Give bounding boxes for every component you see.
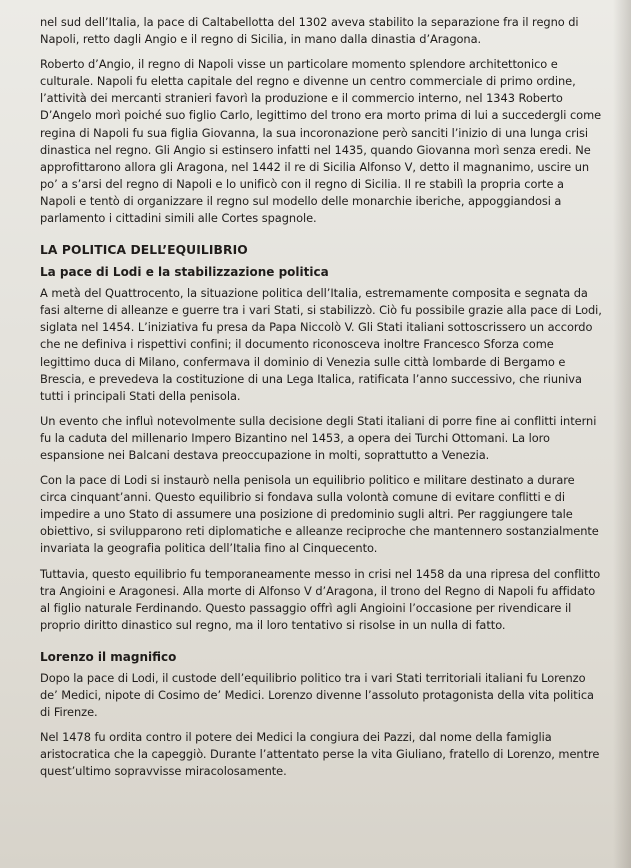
paragraph-equilibrio: Con la pace di Lodi si instaurò nella penisola un equilibrio politico e militare destinato a durare circa cinquant’anni. Questo equilibrio si fondava sulla volontà comune di evitare conflitti e di impedire a uno Stato di assumere una posizione di predominio sugli altri. Per raggiungere tale obiettivo, si svilupparono reti diplomatiche e alleanze reciproche che mantennero sostanzialmente invariata la geografia politica dell’Italia fino al Cinquecento. bbox=[40, 473, 599, 556]
paragraph-caltabellotta: nel sud dell’Italia, la pace di Caltabellotta del 1302 aveva stabilito la separazione fra il regno di Napoli, retto dagli Angio e il regno di Sicilia, in mano dalla dinastia d’Aragona. bbox=[40, 15, 579, 47]
paragraph-crisi-1458: Tuttavia, questo equilibrio fu temporaneamente messo in crisi nel 1458 da una ripresa del conflitto tra Angioini e Aragonesi. Alla morte di Alfonso V d’Aragona, il trono del Regno di Napoli fu affidato al figlio naturale Ferdinando. Questo passaggio offrì agli Angioini l’occasione per rivendicare il proprio diritto dinastico sul regno, ma il loro tentativo si risolse in un nulla di fatto. bbox=[40, 566, 601, 632]
paragraph-pace-lodi: A metà del Quattrocento, la situazione politica dell’Italia, estremamente composita e segnata da fasi alterne di alleanze e guerre tra i vari Stati, si stabilizzò. Ciò fu possibile grazie alla pace di Lodi, siglata nel 1454. L’iniziativa fu presa da Papa Niccolò V. Gli Stati italiani sottoscrissero un accordo che ne definiva i rispettivi confini; il documento riconosceva inoltre Francesco Sforza come legittimo duca di Milano, confermava il dominio di Venezia sulle città lombarde di Bergamo e Brescia, e prevedeva la costituzione di una Lega Italica, ratificata l’anno successivo, che riuniva tutti i principali Stati della penisola. bbox=[40, 286, 602, 403]
page-edge-shadow bbox=[613, 0, 631, 868]
paragraph-lorenzo-medici: Dopo la pace di Lodi, il custode dell’equilibrio politico tra i vari Stati territoriali italiani fu Lorenzo de’ Medici, nipote di Cosimo de’ Medici. Lorenzo divenne l’assoluto protagonista della vita politica di Firenze. bbox=[40, 670, 594, 720]
paragraph-congiura-pazzi: Nel 1478 fu ordita contro il potere dei Medici la congiura dei Pazzi, dal nome della famiglia aristocratica che la capeggiò. Durante l’attentato perse la vita Giuliano, fratello di Lorenzo, mentre quest’ultimo sopravvisse miracolosamente. bbox=[40, 730, 600, 779]
subsection-title-lorenzo: Lorenzo il magnifico bbox=[40, 649, 177, 664]
paragraph-impero-bizantino: Un evento che influì notevolmente sulla decisione degli Stati italiani di porre fine ai conflitti interni fu la caduta del millenario Impero Bizantino nel 1453, a opera dei Turchi Ottomani. La loro espansione nei Balcani destava preoccupazione in molti, soprattutto a Venezia. bbox=[40, 413, 597, 462]
paragraph-roberto-angio: Roberto d’Angio, il regno di Napoli visse un particolare momento splendore architettonico e culturale. Napoli fu eletta capitale del regno e divenne un centro commerciale di primo ordine, l’attività dei mercanti stranieri favorì la produzione e il commercio interno, nel 1343 Roberto D’Angelo morì poiché suo figlio Carlo, legittimo del trono era morto prima di lui a succedergli come regina di Napoli fu sua figlia Giovanna, la sua incoronazione però sanciti l’inizio di una lunga crisi dinastica nel regno. Gli Angio si estinsero infatti nel 1435, quando Giovanna morì senza eredi. Ne approfittarono allora gli Aragona, nel 1442 il re di Sicilia Alfonso V, detto il magnanimo, uscire un po’ a s’arsi del regno di Napoli e lo unificò con il regno di Sicilia. Il re stabilì la propria corte a Napoli e tentò di organizzare il regno sul modello delle monarchie iberiche, appoggiandosi a parlamento i cittadini simili alle Cortes spagnole. bbox=[40, 57, 602, 226]
subsection-title-lodi: La pace di Lodi e la stabilizzazione politica bbox=[40, 265, 329, 280]
section-title: LA POLITICA DELL’EQUILIBRIO bbox=[40, 243, 248, 258]
